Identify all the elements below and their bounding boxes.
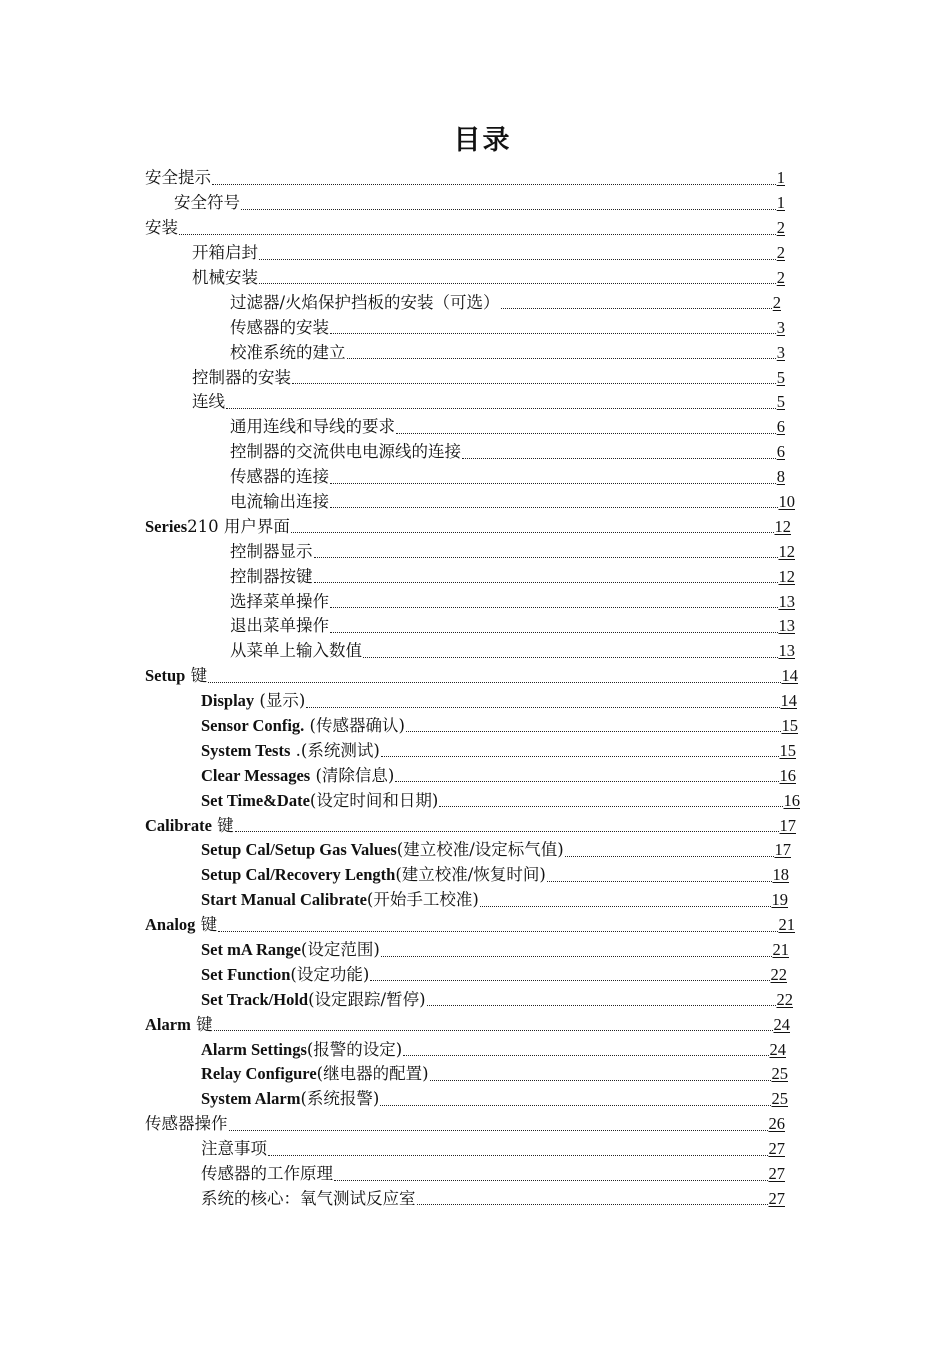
dot-leader: [380, 1104, 770, 1106]
toc-entry-text: (开始手工校准): [366, 890, 479, 910]
dot-leader: [480, 905, 771, 907]
toc-entry-label: [230, 469, 329, 486]
toc-entry-text: (报警的设定): [306, 1039, 403, 1059]
toc-entry-label: [201, 693, 305, 710]
toc-entry[interactable]: [0, 512, 791, 537]
dot-leader: [259, 258, 776, 260]
toc-entry[interactable]: [0, 1035, 786, 1060]
toc-entry-label: [145, 220, 178, 237]
toc-entry-text: (建立校准/设定标气值): [396, 840, 564, 860]
toc-entry-label: [201, 1166, 333, 1183]
toc-entry-bold-label: Alarm: [145, 1014, 191, 1034]
toc-entry-label: [230, 342, 346, 362]
dot-leader: [462, 457, 776, 459]
dot-leader: [403, 1054, 768, 1056]
toc-page-number: 8: [776, 467, 785, 487]
toc-page-number: 17: [774, 840, 791, 860]
toc-entry[interactable]: [0, 463, 785, 488]
dot-leader: [226, 407, 776, 409]
toc-entry[interactable]: [0, 836, 791, 861]
toc-entry-text: (设定范围): [300, 940, 380, 959]
toc-page-number: 27: [768, 1188, 785, 1208]
toc-page-number: 22: [770, 964, 787, 984]
dot-leader: [430, 1079, 771, 1081]
toc-entry[interactable]: [0, 488, 795, 513]
dot-leader: [179, 233, 776, 235]
toc-entry-text: 开箱启封: [192, 243, 258, 263]
toc-entry-text: 传感器操作: [145, 1114, 228, 1134]
toc-entry-label: [201, 867, 546, 884]
toc-entry[interactable]: [0, 1085, 788, 1110]
toc-entry-bold-label: Setup Cal/Recovery Length: [201, 865, 396, 885]
dot-leader: [395, 780, 778, 782]
toc-page-number: 5: [776, 392, 785, 412]
toc-entry-label: [201, 942, 380, 959]
dot-leader: [208, 681, 780, 683]
toc-entry-text: 安全提示: [145, 168, 211, 188]
dot-leader: [396, 432, 776, 434]
toc-page-number: 2: [776, 243, 785, 263]
toc-entry-label: [201, 740, 380, 760]
toc-page-number: 26: [768, 1114, 785, 1134]
toc-entry-text: 连线: [192, 392, 225, 412]
toc-page-number: 21: [772, 940, 789, 959]
toc-entry-text: (传感器确认): [304, 715, 405, 735]
toc-entry[interactable]: [0, 861, 789, 886]
toc-entry-bold-label: System Tests: [201, 740, 291, 760]
toc-page-number: 12: [778, 541, 795, 561]
toc-entry[interactable]: [0, 1135, 785, 1160]
toc-entry-label: [192, 267, 258, 287]
dot-leader: [292, 382, 776, 384]
toc-page-number: 21: [778, 915, 795, 935]
toc-entry-text: (继电器的配置): [316, 1064, 429, 1084]
toc-entry-text: (设定功能): [290, 964, 370, 984]
toc-entry-label: [230, 419, 395, 436]
toc-entry-label: [230, 541, 313, 561]
dot-leader: [330, 332, 776, 334]
dot-leader: [427, 1004, 776, 1006]
toc-page-number: 12: [778, 566, 795, 586]
toc-entry[interactable]: [0, 189, 785, 214]
toc-entry-label: [145, 917, 217, 934]
dot-leader: [565, 855, 774, 857]
dot-leader: [417, 1203, 768, 1205]
toc-entry-label: [145, 1116, 228, 1133]
toc-entry-label: [145, 815, 234, 835]
dot-leader: [241, 208, 776, 210]
toc-entry-text: 控制器按键: [230, 566, 313, 586]
dot-leader: [501, 307, 772, 309]
toc-entry[interactable]: [0, 936, 789, 961]
toc-entry-bold-label: Analog: [145, 915, 196, 935]
dot-leader: [330, 606, 778, 608]
toc-entry-text: 系统的核心：氧气测试反应室: [201, 1188, 416, 1208]
toc-entry-text: 通用连线和导线的要求: [230, 417, 395, 437]
toc-entry-label: [201, 1188, 416, 1208]
toc-entry[interactable]: [0, 637, 795, 662]
toc-entry-text: (显示): [254, 691, 306, 711]
toc-page-number: 6: [776, 417, 785, 437]
toc-entry-bold-label: Start Manual Calibrate: [201, 890, 367, 910]
dot-leader: [363, 656, 778, 658]
dot-leader: [334, 1179, 768, 1181]
toc-page-number: 14: [781, 666, 798, 686]
toc-page-number: 13: [778, 641, 795, 661]
toc-page-number: 5: [776, 367, 785, 387]
toc-entry-text: 键: [211, 815, 234, 835]
dot-leader: [306, 706, 779, 708]
toc-entry[interactable]: [0, 1160, 785, 1185]
toc-entry[interactable]: [0, 537, 795, 562]
toc-entry[interactable]: [0, 413, 785, 438]
toc-entry-bold-label: Setup: [145, 666, 186, 686]
toc-entry-text: 键: [195, 915, 218, 935]
toc-entry-label: [192, 394, 225, 411]
page-title: 目录: [453, 125, 512, 156]
dot-leader: [330, 631, 778, 633]
toc-entry[interactable]: [0, 761, 796, 786]
toc-page-number: 13: [778, 616, 795, 636]
toc-entry-text: 机械安装: [192, 267, 258, 287]
toc-entry-label: [201, 989, 426, 1009]
toc-page-number: 24: [773, 1014, 790, 1034]
toc-entry[interactable]: [0, 288, 781, 313]
toc-entry-label: [201, 1066, 429, 1083]
toc-page-number: 10: [778, 491, 795, 511]
toc-entry-label: [230, 591, 329, 611]
toc-entry-text: 传感器的安装: [230, 317, 329, 337]
toc-entry-text: 键: [185, 666, 208, 686]
toc-entry-text: (系统报警): [300, 1089, 380, 1109]
toc-page-number: 27: [768, 1164, 785, 1184]
toc-entry-bold-label: Relay Configure: [201, 1064, 317, 1084]
dot-leader: [381, 955, 772, 957]
toc-entry[interactable]: [0, 687, 797, 712]
toc-entry-label: [201, 790, 439, 810]
toc-entry[interactable]: [0, 736, 796, 761]
toc-page-number: 19: [771, 890, 788, 910]
toc-entry-label: [201, 1039, 403, 1059]
toc-entry[interactable]: [0, 786, 800, 811]
toc-page-number: 15: [781, 715, 798, 735]
toc-page-number: 25: [771, 1089, 788, 1109]
toc-entry-text: 传感器的工作原理: [201, 1164, 333, 1184]
dot-leader: [314, 581, 778, 583]
toc-entry-label: [230, 292, 500, 312]
table-of-contents: [0, 164, 950, 1209]
toc-entry-label: [230, 643, 362, 660]
toc-entry[interactable]: [0, 338, 785, 363]
toc-entry[interactable]: [0, 911, 795, 936]
toc-entry[interactable]: [0, 164, 785, 189]
toc-entry-text: 过滤器/火焰保护挡板的安装（可选）: [230, 292, 500, 312]
toc-entry-bold-label: Set mA Range: [201, 940, 301, 959]
toc-entry-text: 安全符号: [174, 193, 240, 213]
toc-entry-text: (清除信息): [310, 765, 395, 785]
toc-page-number: 22: [776, 989, 793, 1009]
toc-entry[interactable]: [0, 562, 795, 587]
toc-entry-label: [201, 892, 479, 909]
dot-leader: [291, 531, 774, 533]
dot-leader: [268, 1154, 768, 1156]
toc-entry-bold-label: Sensor Config.: [201, 715, 305, 735]
toc-entry[interactable]: [0, 886, 788, 911]
toc-entry-label: [201, 715, 405, 735]
toc-page-number: 17: [779, 815, 796, 835]
toc-entry-bold-label: Clear Messages: [201, 765, 311, 785]
toc-entry-label: [230, 491, 329, 511]
dot-leader: [259, 282, 776, 284]
toc-entry[interactable]: [0, 438, 785, 463]
toc-entry-text: 注意事项: [201, 1139, 267, 1159]
toc-page-number: 18: [772, 865, 789, 885]
toc-entry[interactable]: [0, 214, 785, 239]
toc-entry-text: (设定时间和日期): [309, 790, 439, 810]
toc-entry-text: (设定跟踪/暂停): [308, 989, 426, 1009]
dot-leader: [214, 1029, 773, 1031]
toc-entry[interactable]: [0, 1010, 790, 1035]
toc-entry-text: 传感器的连接: [230, 467, 329, 487]
toc-entry-bold-label: Calibrate: [145, 815, 212, 835]
toc-page-number: 16: [783, 790, 800, 810]
dot-leader: [347, 357, 776, 359]
toc-entry-text: 210 用户界面: [187, 516, 290, 536]
toc-entry-label: [145, 516, 290, 536]
toc-page-number: 3: [776, 317, 785, 337]
dot-leader: [314, 556, 778, 558]
toc-entry[interactable]: [0, 811, 796, 836]
toc-entry-label: [201, 842, 564, 859]
toc-page-number: 1: [776, 168, 785, 188]
dot-leader: [406, 730, 781, 732]
toc-entry[interactable]: [0, 313, 785, 338]
toc-entry-text: 选择菜单操作: [230, 591, 329, 611]
toc-entry-bold-label: Set Track/Hold: [201, 989, 309, 1009]
toc-entry-label: [230, 618, 329, 635]
toc-page-number: 6: [776, 442, 785, 462]
dot-leader: [439, 805, 782, 807]
dot-leader: [370, 979, 769, 981]
toc-page-number: 3: [776, 342, 785, 362]
toc-page-number: 14: [780, 691, 797, 711]
toc-entry-bold-label: Display: [201, 691, 255, 711]
toc-entry-label: [230, 444, 461, 461]
toc-entry-label: [201, 1091, 379, 1108]
toc-entry-bold-label: System Alarm: [201, 1089, 301, 1109]
toc-page-number: 2: [772, 292, 781, 312]
toc-entry[interactable]: [0, 388, 785, 413]
toc-entry-text: .(系统测试): [290, 740, 380, 760]
dot-leader: [330, 482, 776, 484]
toc-page-number: 24: [769, 1039, 786, 1059]
toc-page-number: 13: [778, 591, 795, 611]
toc-entry-bold-label: Series: [145, 516, 188, 536]
toc-entry[interactable]: [0, 985, 793, 1010]
toc-page-number: 2: [776, 267, 785, 287]
toc-entry-label: [145, 668, 207, 685]
toc-entry[interactable]: [0, 961, 787, 986]
toc-entry-text: 控制器显示: [230, 541, 313, 561]
toc-entry-label: [192, 367, 291, 387]
toc-entry-label: [201, 964, 370, 984]
dot-leader: [218, 930, 777, 932]
toc-page-number: 1: [776, 193, 785, 213]
toc-entry[interactable]: [0, 1185, 785, 1210]
toc-entry-label: [230, 566, 313, 586]
toc-entry-text: 电流输出连接: [230, 491, 329, 511]
toc-entry-bold-label: Alarm Settings: [201, 1039, 307, 1059]
toc-entry-label: [145, 170, 211, 187]
dot-leader: [547, 880, 772, 882]
dot-leader: [381, 755, 779, 757]
toc-entry-bold-label: Set Time&Date: [201, 790, 310, 810]
toc-entry[interactable]: [0, 712, 798, 737]
dot-leader: [235, 830, 779, 832]
toc-entry[interactable]: [0, 612, 795, 637]
toc-page-number: 12: [774, 516, 791, 536]
toc-entry-text: 安装: [145, 218, 178, 238]
toc-entry-label: [201, 765, 395, 785]
toc-entry-text: (建立校准/恢复时间): [395, 865, 546, 885]
toc-page-number: 25: [771, 1064, 788, 1084]
toc-page-number: 16: [779, 765, 796, 785]
toc-entry[interactable]: [0, 264, 785, 289]
toc-entry-text: 键: [190, 1014, 213, 1034]
toc-entry-bold-label: Setup Cal/Setup Gas Values: [201, 840, 397, 860]
toc-entry-label: [192, 245, 258, 262]
toc-page-number: 2: [776, 218, 785, 238]
toc-entry-label: [230, 317, 329, 337]
toc-entry[interactable]: [0, 239, 785, 264]
dot-leader: [229, 1129, 768, 1131]
toc-entry[interactable]: [0, 363, 785, 388]
toc-entry-text: 校准系统的建立: [230, 342, 346, 362]
toc-entry[interactable]: [0, 1060, 788, 1085]
toc-entry-bold-label: Set Function: [201, 964, 291, 984]
toc-entry-text: 从菜单上输入数值: [230, 641, 362, 661]
toc-entry[interactable]: [0, 587, 795, 612]
toc-entry[interactable]: [0, 662, 798, 687]
dot-leader: [212, 183, 776, 185]
toc-entry-label: [145, 1014, 213, 1034]
toc-page-number: 27: [768, 1139, 785, 1159]
toc-entry-text: 退出菜单操作: [230, 616, 329, 636]
toc-entry-text: 控制器的交流供电电源线的连接: [230, 442, 461, 462]
toc-page-number: 15: [779, 740, 796, 760]
toc-entry-label: [174, 195, 240, 212]
toc-entry-text: 控制器的安装: [192, 367, 291, 387]
toc-entry[interactable]: [0, 1110, 785, 1135]
toc-entry-label: [201, 1141, 267, 1158]
dot-leader: [330, 506, 778, 508]
